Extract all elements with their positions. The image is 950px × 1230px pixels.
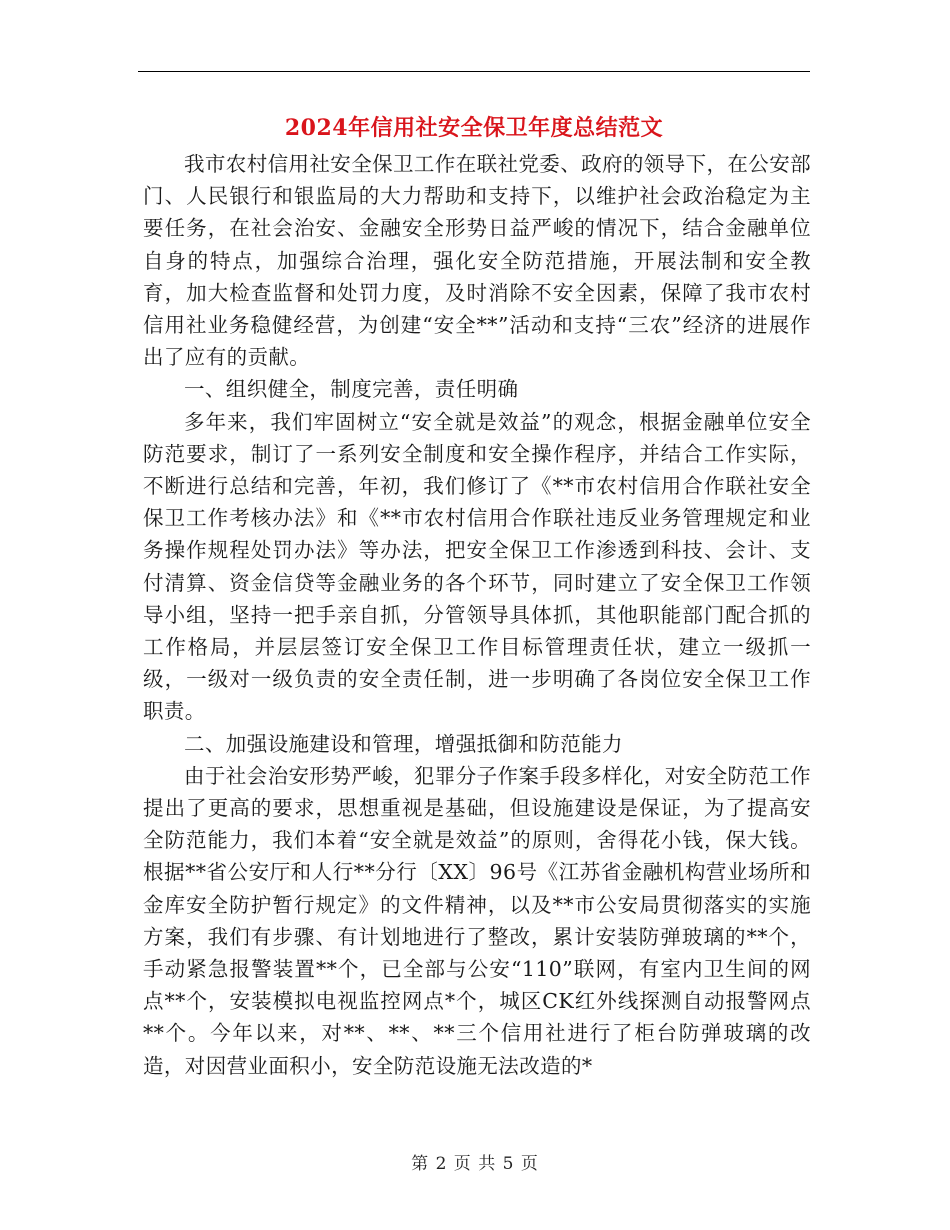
paragraph-intro: 我市农村信用社安全保卫工作在联社党委、政府的领导下，在公安部门、人民银行和银监局的大力帮助和支持下，以维护社会政治稳定为主要任务，在社会治安、金融安全形势日益严峻的情况下，结合金融单位自身的特点，加强综合治理，强化安全防范措施，开展法制和安全教育，加大检查监督和处罚力度，及时消除不安全因素，保障了我市农村信用社业务稳健经营，为创建“安全**”活动和支持“三农”经济的进展作出了应有的贡献。: [143, 152, 811, 370]
page-number: 第 2 页 共 5 页: [411, 1154, 539, 1174]
section-heading-2: 二、加强设施建设和管理，增强抵御和防范能力: [184, 731, 623, 756]
document-title: 2024年信用社安全保卫年度总结范文: [284, 115, 664, 141]
header-rule: [138, 71, 810, 72]
paragraph-section-2: 由于社会治安形势严峻，犯罪分子作案手段多样化，对安全防范工作提出了更高的要求，思想重视是基础，但设施建设是保证，为了提高安全防范能力，我们本着“安全就是效益”的原则，舍得花小钱，保大钱。根据**省公安厅和人行**分行〔XX〕96号《江苏省金融机构营业场所和金库安全防护暂行规定》的文件精神，以及**市公安局贯彻落实的实施方案，我们有步骤、有计划地进行了整改，累计安装防弹玻璃的**个，手动紧急报警装置**个，已全部与公安“110”联网，有室内卫生间的网点**个，安装模拟电视监控网点*个，城区CK红外线探测自动报警网点**个。今年以来，对**、**、**三个信用社进行了柜台防弹玻璃的改造，对因营业面积小，安全防范设施无法改造的*: [143, 763, 811, 1078]
paragraph-section-1: 多年来，我们牢固树立“安全就是效益”的观念，根据金融单位安全防范要求，制订了一系列安全制度和安全操作程序，并结合工作实际，不断进行总结和完善，年初，我们修订了《**市农村信用合作联社安全保卫工作考核办法》和《**市农村信用合作联社违反业务管理规定和业务操作规程处罚办法》等办法，把安全保卫工作渗透到科技、会计、支付清算、资金信贷等金融业务的各个环节，同时建立了安全保卫工作领导小组，坚持一把手亲自抓，分管领导具体抓，其他职能部门配合抓的工作格局，并层层签订安全保卫工作目标管理责任状，建立一级抓一级，一级对一级负责的安全责任制，进一步明确了各岗位安全保卫工作职责。: [143, 409, 811, 724]
document-body: [143, 148, 811, 1082]
section-heading-1: 一、组织健全，制度完善，责任明确: [184, 377, 519, 402]
